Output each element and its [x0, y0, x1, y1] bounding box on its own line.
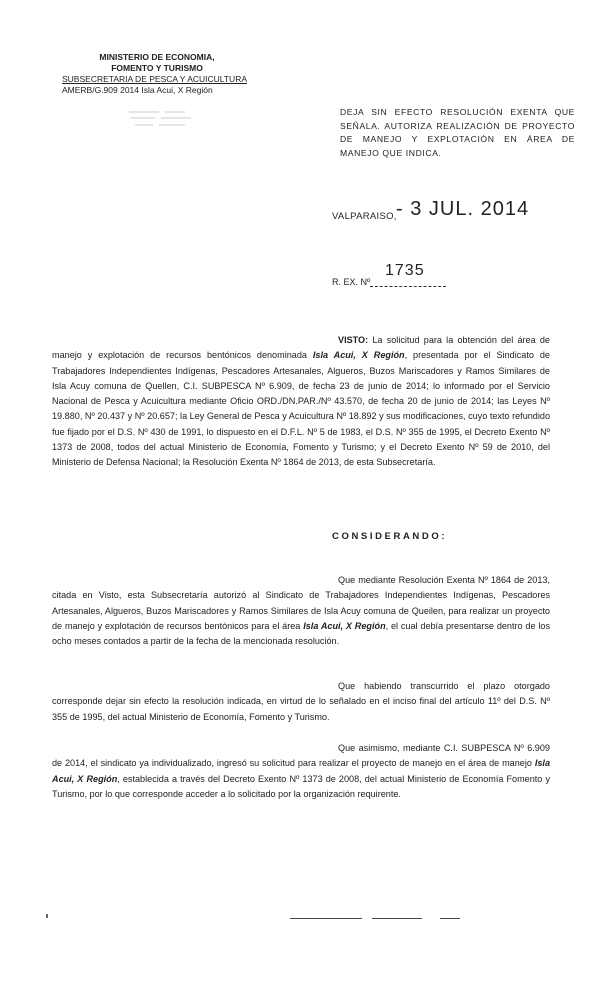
area-name: Isla Acui, X Región: [52, 758, 550, 784]
footer-mark: [372, 918, 422, 919]
ministry-subname: FOMENTO Y TURISMO: [111, 63, 203, 73]
margin-dot: [46, 914, 48, 918]
considerando-paragraph-3: Que asimismo, mediante C.I. SUBPESCA Nº 6.909 de 2014, el sindicato ya individualizado, ingresó su solicitud para realizar el proyecto de manejo en el área de manejo Isla Acui, X Región, establecida a través del Decreto Exento Nº 1373 de 2008, del actual Ministerio de Economía Fomento y Turismo, por lo que corresponde acceder a lo solicitado por la organización requirente.: [52, 743, 550, 799]
considerando-paragraph-2: Que habiendo transcurrido el plazo otorgado corresponde dejar sin efecto la resolución indicada, en virtud de lo señalado en el inciso final del artículo 11º del D.S. Nº 355 de 1995, del actual Ministerio de Economía, Fomento y Turismo.: [52, 681, 550, 722]
considerando-paragraph-1: Que mediante Resolución Exenta Nº 1864 de 2013, citada en Visto, esta Subsecretaría autorizó al Sindicato de Trabajadores Independientes Indígenas, Pescadores Artesanales, Algueros, Buzos Mariscadores y Ramos Similares de Isla Acuy comuna de Queilen, para realizar un proyecto de manejo y explotación de recursos bentónicos para el área Isla Acui, X Región, el cual debía presentarse dentro de los ocho meses contados a partir de la fecha de la mencionada resolución.: [52, 575, 550, 647]
resolution-number: 1735: [385, 262, 425, 279]
footer-mark: [440, 918, 460, 919]
file-reference: AMERB/G.909 2014 Isla Acui, X Región: [62, 85, 213, 95]
faded-stamp-icon: [125, 106, 205, 132]
resolution-subject: DEJA SIN EFECTO RESOLUCIÓN EXENTA QUE SEÑALA. AUTORIZA REALIZACIÓN DE PROYECTO DE MANEJO Y EXPLOTACIÓN EN ÁREA DE MANEJO QUE INDICA.: [340, 107, 575, 158]
date-label: VALPARAISO,: [332, 211, 397, 222]
resolution-number-line: [370, 286, 446, 287]
ministry-header: [62, 52, 252, 96]
area-name: Isla Acui, X Región: [312, 350, 405, 361]
visto-paragraph: VISTO: La solicitud para la obtención del área de manejo y explotación de recursos bentónicos denominada Isla Acui, X Región, presentada por el Sindicato de Trabajadores Independientes Indígenas, Pescadores Artesanales, Algueros, Buzos Mariscadores y Ramos Similares de Isla Acuy comuna de Quellen, C.I. SUBPESCA Nº 6.909, de fecha 23 de junio de 2014; lo informado por el Servicio Nacional de Pesca y Acuicultura mediante Oficio ORD./DN.PAR./Nº 43.570, de fecha 20 de junio de 2014; las Leyes Nº 19.880, Nº 20.437 y Nº 20.657; la Ley General de Pesca y Acuicultura Nº 18.892 y sus modificaciones, cuyo texto refundido fue fijado por el D.S. Nº 430 de 1991, lo dispuesto en el D.F.L. Nº 5 de 1983, el D.S. Nº 355 de 1995, el Decreto Exento Nº 1373 de 2008, todos del actual Ministerio de Economía, Fomento y Turismo; y el Decreto Exento Nº 59 de 2010, del Ministerio de Defensa Nacional; la Resolución Exenta Nº 1864 de 2013, de esta Subsecretaría.: [52, 335, 550, 468]
visto-label: VISTO:: [338, 335, 369, 345]
area-name: Isla Acui, X Región: [303, 620, 386, 631]
footer-mark: [290, 918, 362, 919]
resolution-label: R. EX. Nº: [332, 277, 371, 287]
subsecretaria-name: SUBSECRETARIA DE PESCA Y ACUICULTURA: [62, 74, 248, 84]
considerando-heading: CONSIDERANDO:: [332, 531, 448, 542]
ministry-name: MINISTERIO DE ECONOMIA,: [99, 52, 215, 62]
date-stamp: - 3 JUL. 2014: [396, 198, 530, 220]
